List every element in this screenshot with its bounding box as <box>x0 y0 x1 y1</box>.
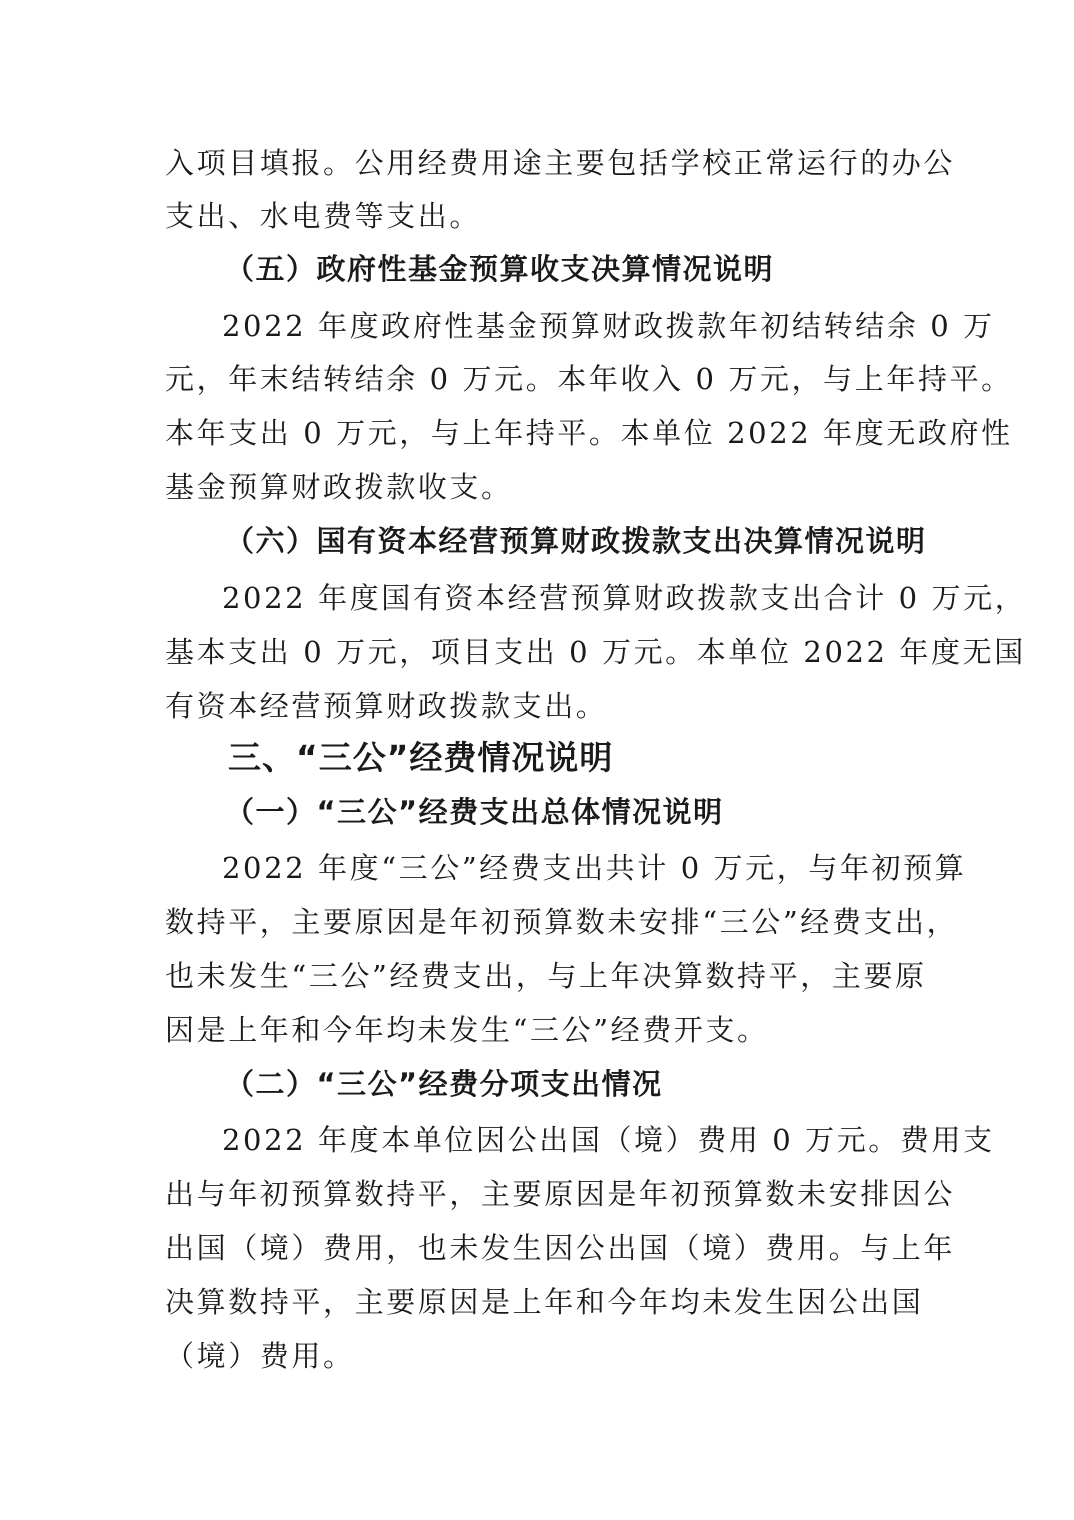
section-6-line-1: 2022 年度国有资本经营预算财政拨款支出合计 0 万元， <box>222 581 1027 615</box>
section-6-line-2: 基本支出 0 万元，项目支出 0 万元。本单位 2022 年度无国 <box>165 635 1026 669</box>
section-3-2-line-3: 出国（境）费用，也未发生因公出国（境）费用。与上年 <box>165 1231 956 1265</box>
section-5-heading: （五）政府性基金预算收支决算情况说明 <box>225 252 775 286</box>
section-6-heading: （六）国有资本经营预算财政拨款支出决算情况说明 <box>225 524 927 558</box>
section-3-2-line-2: 出与年初预算数持平，主要原因是年初预算数未安排因公 <box>165 1177 956 1211</box>
section-3-1-line-2: 数持平，主要原因是年初预算数未安排“三公”经费支出， <box>165 905 959 939</box>
section-3-2-line-5: （境）费用。 <box>165 1339 355 1373</box>
section-3-1-heading: （一）“三公”经费支出总体情况说明 <box>225 795 724 829</box>
section-3-2-heading: （二）“三公”经费分项支出情况 <box>225 1067 663 1101</box>
intro-line-2: 支出、水电费等支出。 <box>165 199 482 233</box>
intro-line-1: 入项目填报。公用经费用途主要包括学校正常运行的办公 <box>165 146 956 180</box>
section-5-line-2: 元，年末结转结余 0 万元。本年收入 0 万元，与上年持平。 <box>165 362 1013 396</box>
section-5-line-3: 本年支出 0 万元，与上年持平。本单位 2022 年度无政府性 <box>165 416 1013 450</box>
section-3-2-line-4: 决算数持平，主要原因是上年和今年均未发生因公出国 <box>165 1285 924 1319</box>
section-3-1-line-4: 因是上年和今年均未发生“三公”经费开支。 <box>165 1013 769 1047</box>
chapter-3-heading: 三、“三公”经费情况说明 <box>228 738 614 777</box>
section-6-line-3: 有资本经营预算财政拨款支出。 <box>165 689 608 723</box>
section-3-1-line-1: 2022 年度“三公”经费支出共计 0 万元，与年初预算 <box>222 851 967 885</box>
section-5-line-4: 基金预算财政拨款收支。 <box>165 470 513 504</box>
section-5-line-1: 2022 年度政府性基金预算财政拨款年初结转结余 0 万 <box>222 309 995 343</box>
section-3-2-line-1: 2022 年度本单位因公出国（境）费用 0 万元。费用支 <box>222 1123 995 1157</box>
section-3-1-line-3: 也未发生“三公”经费支出，与上年决算数持平，主要原 <box>165 959 927 993</box>
